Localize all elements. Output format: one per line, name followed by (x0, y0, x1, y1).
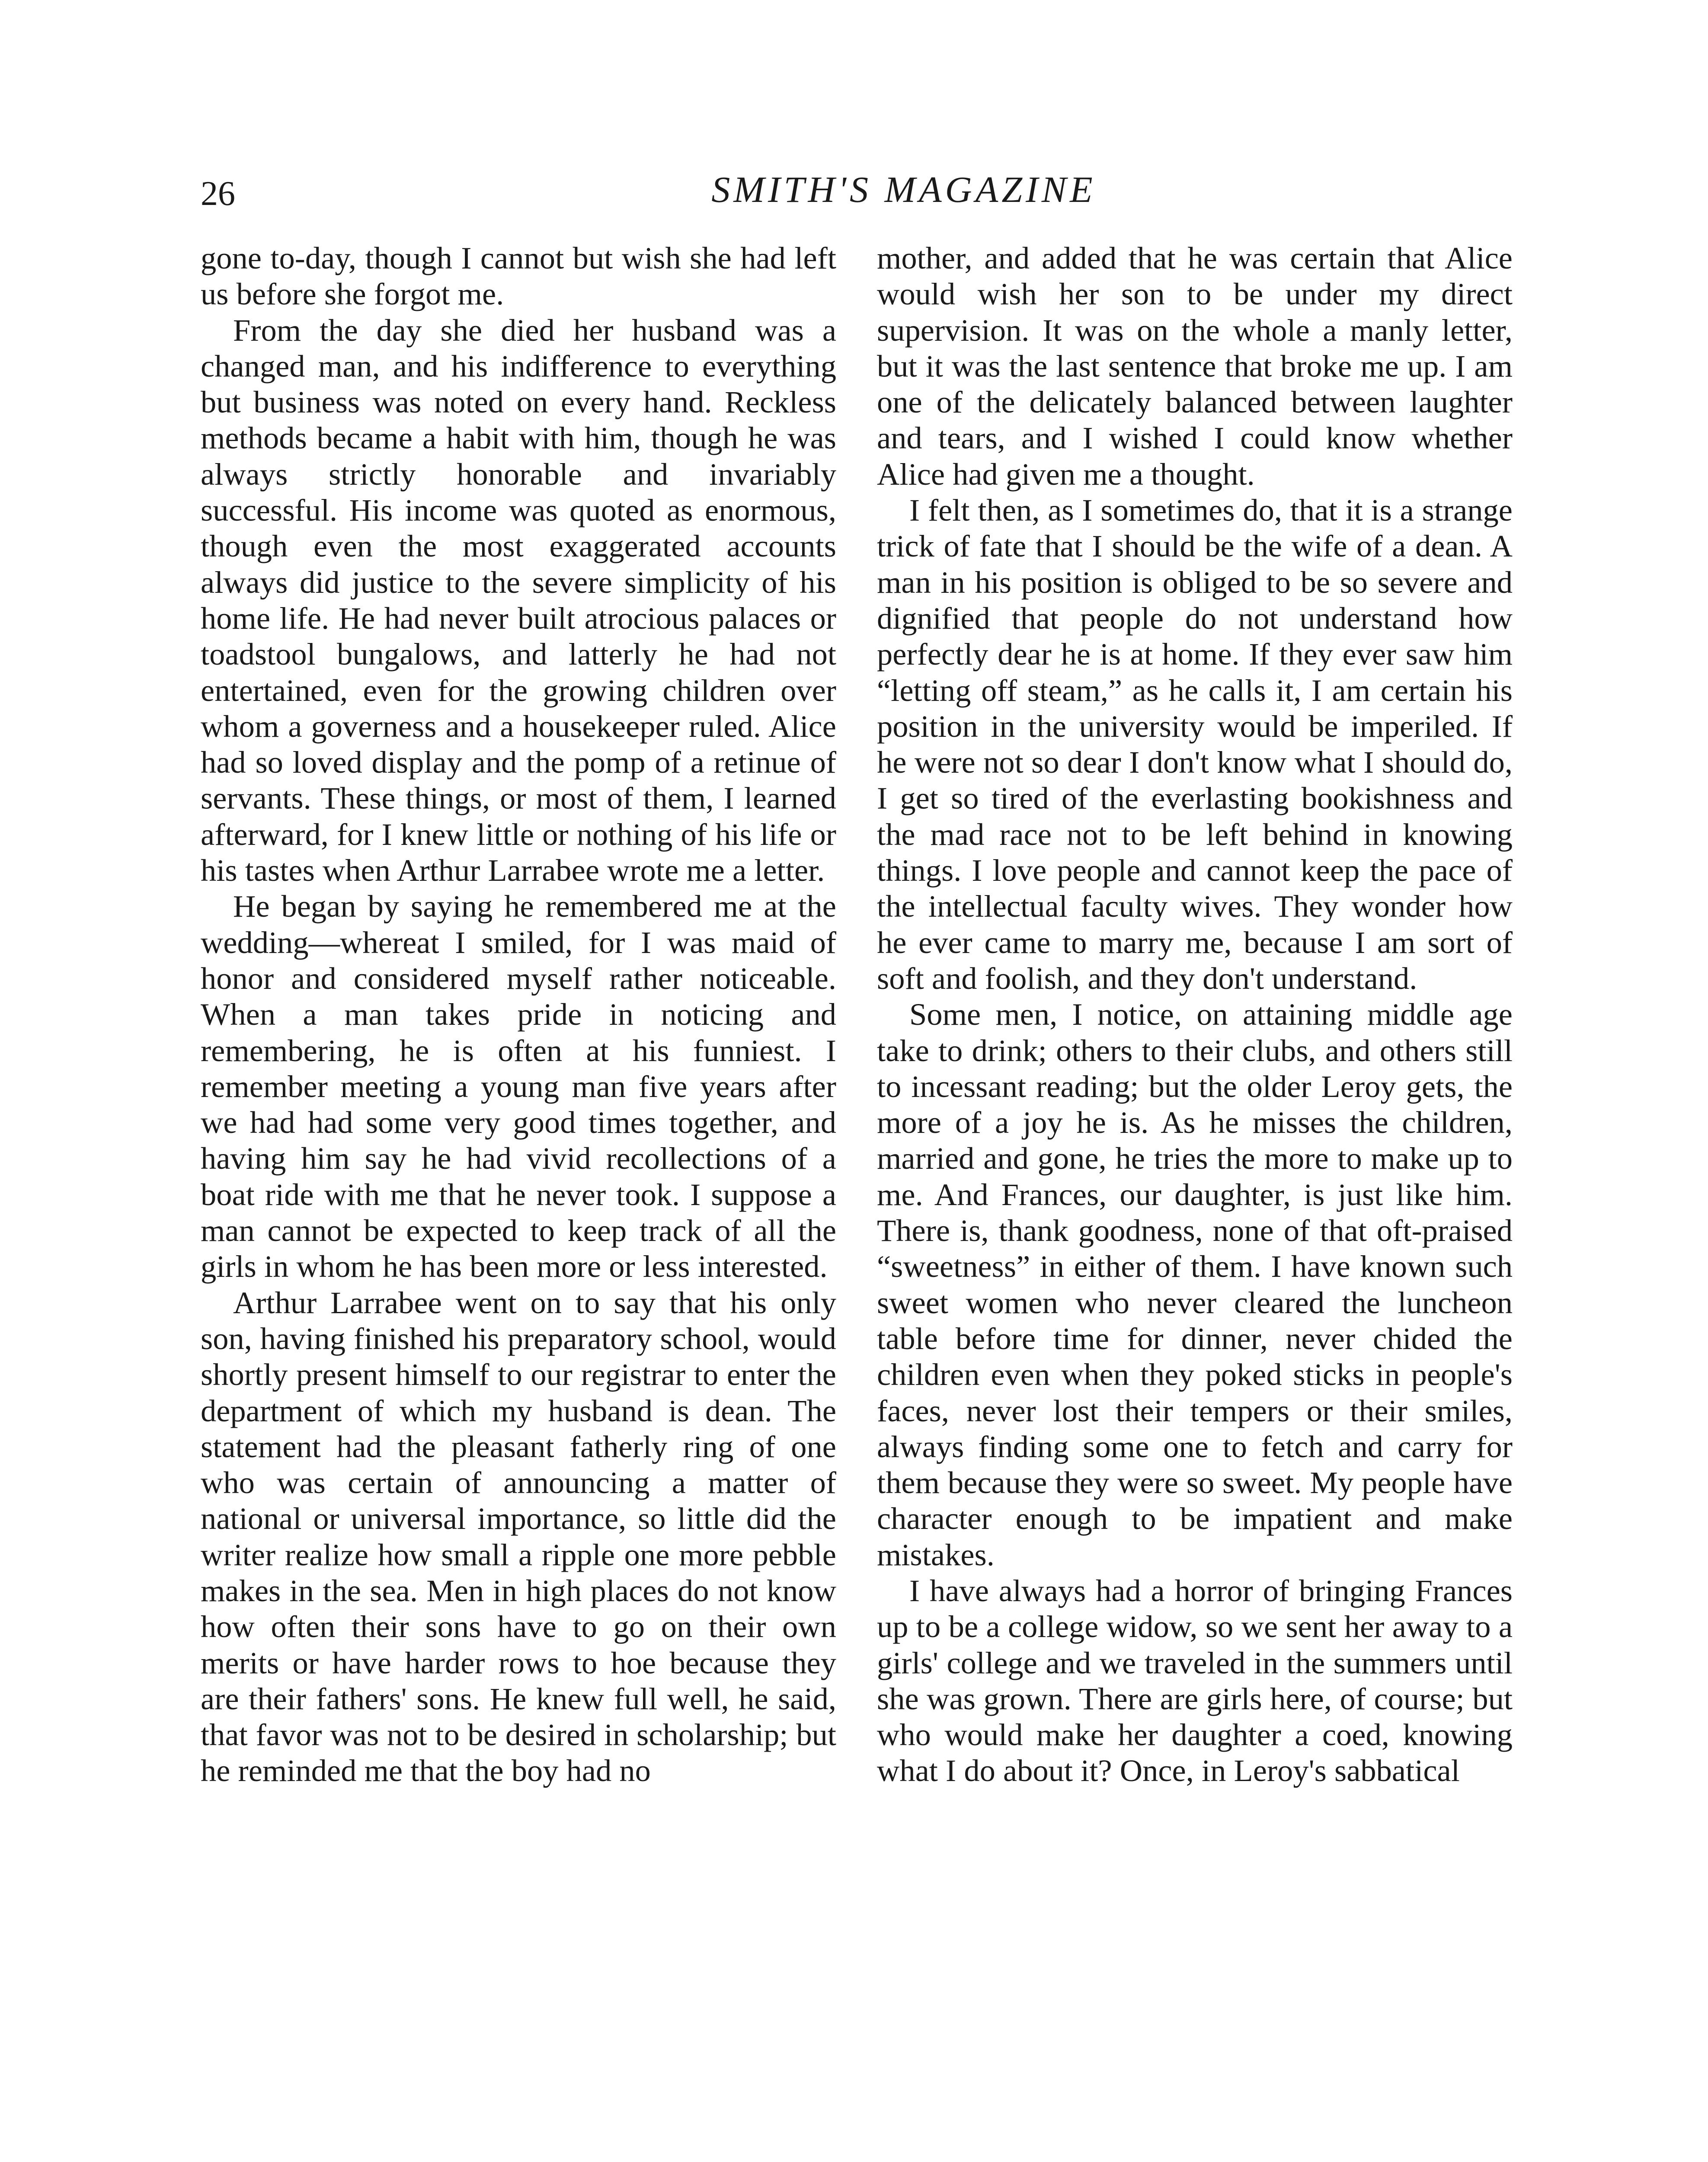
paragraph: I have always had a horror of bringing Frances up to be a college widow, so we sent her away to a girls' college and we traveled in the summers until she was grown. There are girls here, of course; but who would make her daughter a coed, knowing what I do about it? Once, in Leroy's sabbatical (877, 1573, 1513, 1788)
paragraph: From the day she died her husband was a changed man, and his indifference to everything but business was noted on every hand. Reckless methods became a habit with him, though he was always strictly honorable and invariably successful. His income was quoted as enormous, though even the most exaggerated accounts always did justice to the severe simplicity of his home life. He had never built atrocious palaces or toadstool bungalows, and latterly he had not entertained, even for the growing children over whom a governess and a housekeeper ruled. Alice had so loved display and the pomp of a retinue of servants. These things, or most of them, I learned afterward, for I knew little or nothing of his life or his tastes when Arthur Larrabee wrote me a letter. (201, 312, 836, 888)
page-number: 26 (201, 175, 235, 213)
paragraph: mother, and added that he was certain that Alice would wish her son to be under my direct supervision. It was on the whole a manly letter, but it was the last sentence that broke me up. I am one of the delicately balanced between laughter and tears, and I wished I could know whether Alice had given me a thought. (877, 240, 1513, 492)
paragraph: Arthur Larrabee went on to say that his only son, having finished his preparatory school, would shortly present himself to our registrar to enter the department of which my husband is dean. The statement had the pleasant fatherly ring of one who was certain of announcing a matter of national or universal importance, so little did the writer realize how small a ripple one more pebble makes in the sea. Men in high places do not know how often their sons have to go on their own merits or have harder rows to hoe because they are their fathers' sons. He knew full well, he said, that favor was not to be desired in scholarship; but he reminded me that the boy had no (201, 1285, 836, 1788)
left-column (201, 240, 836, 1789)
paragraph: I felt then, as I sometimes do, that it is a strange trick of fate that I should be the wife of a dean. A man in his position is obliged to be so severe and dignified that people do not understand how perfectly dear he is at home. If they ever saw him “letting off steam,” as he calls it, I am certain his position in the university would be imperiled. If he were not so dear I don't know what I should do, I get so tired of the everlasting bookishness and the mad race not to be left behind in knowing things. I love people and cannot keep the pace of the intellectual faculty wives. They wonder how he ever came to marry me, because I am sort of soft and foolish, and they don't understand. (877, 493, 1513, 996)
running-title: SMITH'S MAGAZINE (711, 169, 1096, 210)
paragraph: Some men, I notice, on attaining middle age take to drink; others to their clubs, and others still to incessant reading; but the older Leroy gets, the more of a joy he is. As he misses the children, married and gone, he tries the more to make up to me. And Frances, our daughter, is just like him. There is, thank goodness, none of that oft-praised “sweetness” in either of them. I have known such sweet women who never cleared the luncheon table before time for dinner, never chided the children even when they poked sticks in people's faces, never lost their tempers or their smiles, always finding some one to fetch and carry for them because they were so sweet. My people have character enough to be impatient and make mistakes. (877, 997, 1513, 1572)
paragraph: gone to-day, though I cannot but wish she had left us before she forgot me. (201, 240, 836, 312)
paragraph: He began by saying he remembered me at the wedding—whereat I smiled, for I was maid of honor and considered myself rather noticeable. When a man takes pride in noticing and remembering, he is often at his funniest. I remember meeting a young man five years after we had had some very good times together, and having him say he had vivid recollections of a boat ride with me that he never took. I suppose a man cannot be expected to keep track of all the girls in whom he has been more or less interested. (201, 889, 836, 1284)
right-column (877, 240, 1513, 1789)
